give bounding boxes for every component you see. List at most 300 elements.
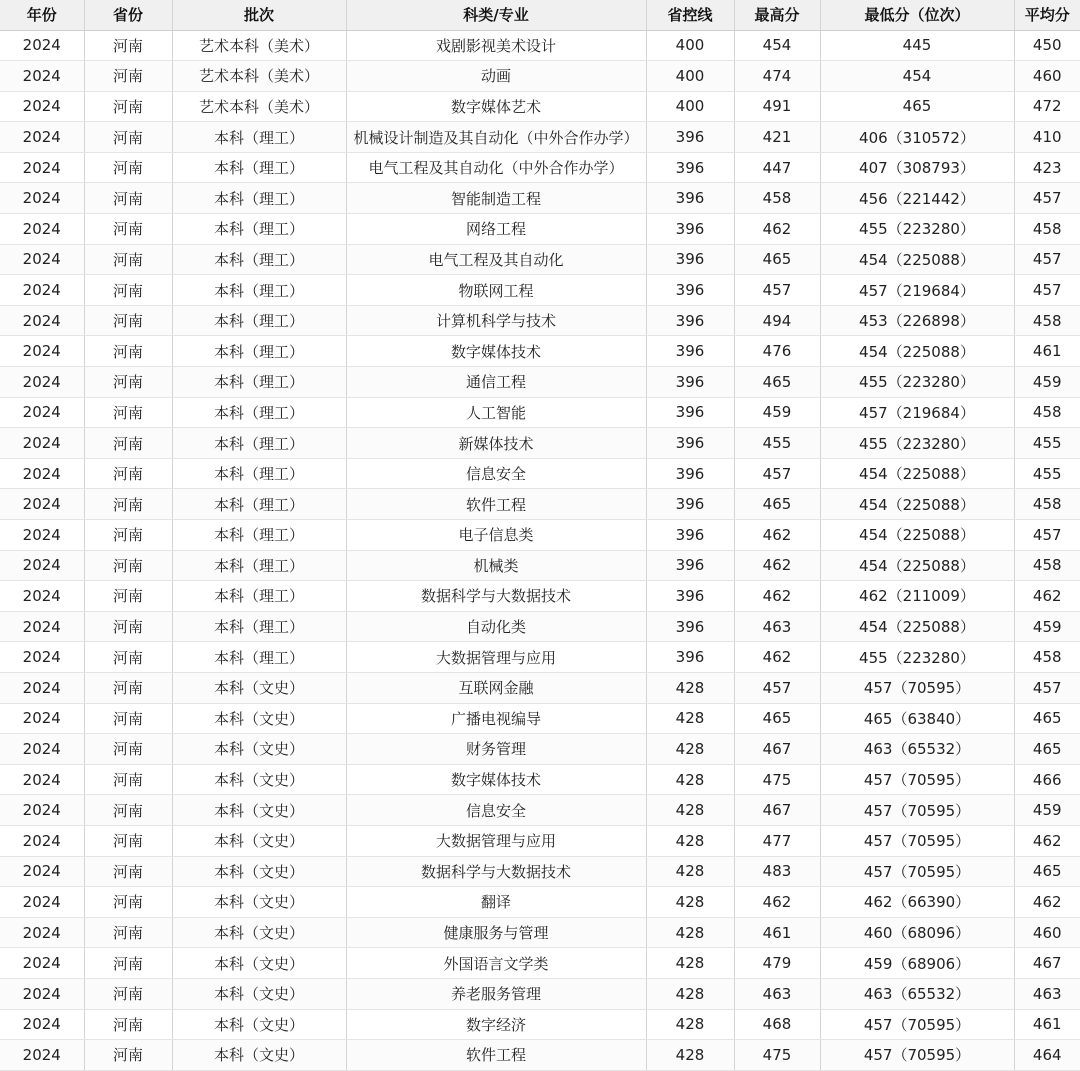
cell-year: 2024 — [0, 764, 84, 795]
cell-control-line: 428 — [646, 978, 734, 1009]
cell-control-line: 396 — [646, 611, 734, 642]
cell-major: 数字媒体技术 — [346, 336, 646, 367]
cell-province: 河南 — [84, 367, 172, 398]
cell-min-score-rank: 454（225088） — [820, 458, 1014, 489]
cell-avg-score: 462 — [1014, 581, 1080, 612]
cell-min-score-rank: 406（310572） — [820, 122, 1014, 153]
cell-province: 河南 — [84, 1040, 172, 1071]
cell-year: 2024 — [0, 978, 84, 1009]
cell-batch: 本科（理工） — [172, 520, 346, 551]
cell-year: 2024 — [0, 1009, 84, 1040]
cell-max-score: 462 — [734, 581, 820, 612]
table-row — [0, 764, 1080, 795]
cell-batch: 本科（理工） — [172, 428, 346, 459]
table-row — [0, 795, 1080, 826]
cell-province: 河南 — [84, 642, 172, 673]
cell-province: 河南 — [84, 305, 172, 336]
cell-control-line: 428 — [646, 764, 734, 795]
cell-province: 河南 — [84, 734, 172, 765]
cell-province: 河南 — [84, 581, 172, 612]
cell-avg-score: 466 — [1014, 764, 1080, 795]
cell-control-line: 396 — [646, 642, 734, 673]
cell-batch: 本科（文史） — [172, 1009, 346, 1040]
cell-year: 2024 — [0, 795, 84, 826]
cell-control-line: 396 — [646, 397, 734, 428]
cell-max-score: 494 — [734, 305, 820, 336]
cell-min-score-rank: 459（68906） — [820, 948, 1014, 979]
cell-max-score: 457 — [734, 275, 820, 306]
cell-year: 2024 — [0, 397, 84, 428]
cell-max-score: 465 — [734, 489, 820, 520]
cell-year: 2024 — [0, 489, 84, 520]
cell-major: 新媒体技术 — [346, 428, 646, 459]
cell-batch: 本科（理工） — [172, 550, 346, 581]
header-major: 科类/专业 — [346, 0, 646, 30]
table-row — [0, 1040, 1080, 1071]
cell-control-line: 396 — [646, 305, 734, 336]
cell-max-score: 459 — [734, 397, 820, 428]
cell-year: 2024 — [0, 30, 84, 61]
table-row — [0, 122, 1080, 153]
cell-max-score: 463 — [734, 978, 820, 1009]
cell-province: 河南 — [84, 336, 172, 367]
cell-province: 河南 — [84, 672, 172, 703]
cell-avg-score: 465 — [1014, 856, 1080, 887]
cell-major: 健康服务与管理 — [346, 917, 646, 948]
cell-year: 2024 — [0, 183, 84, 214]
cell-major: 翻译 — [346, 887, 646, 918]
cell-control-line: 428 — [646, 887, 734, 918]
cell-batch: 艺术本科（美术） — [172, 91, 346, 122]
cell-min-score-rank: 465 — [820, 91, 1014, 122]
cell-max-score: 483 — [734, 856, 820, 887]
cell-min-score-rank: 457（219684） — [820, 275, 1014, 306]
table-row — [0, 520, 1080, 551]
cell-batch: 本科（理工） — [172, 336, 346, 367]
cell-max-score: 474 — [734, 61, 820, 92]
cell-control-line: 400 — [646, 91, 734, 122]
cell-batch: 本科（理工） — [172, 489, 346, 520]
cell-avg-score: 455 — [1014, 428, 1080, 459]
cell-min-score-rank: 454 — [820, 61, 1014, 92]
cell-major: 财务管理 — [346, 734, 646, 765]
cell-max-score: 475 — [734, 764, 820, 795]
header-row — [0, 0, 1080, 30]
table-row — [0, 642, 1080, 673]
table-row — [0, 152, 1080, 183]
cell-batch: 本科（文史） — [172, 703, 346, 734]
cell-avg-score: 458 — [1014, 642, 1080, 673]
cell-year: 2024 — [0, 458, 84, 489]
cell-control-line: 396 — [646, 458, 734, 489]
table-row — [0, 581, 1080, 612]
cell-avg-score: 450 — [1014, 30, 1080, 61]
cell-year: 2024 — [0, 825, 84, 856]
table-body — [0, 30, 1080, 1070]
cell-max-score: 454 — [734, 30, 820, 61]
cell-max-score: 462 — [734, 520, 820, 551]
cell-avg-score: 465 — [1014, 734, 1080, 765]
cell-year: 2024 — [0, 214, 84, 245]
cell-batch: 本科（理工） — [172, 214, 346, 245]
cell-avg-score: 459 — [1014, 611, 1080, 642]
cell-max-score: 465 — [734, 244, 820, 275]
cell-control-line: 396 — [646, 550, 734, 581]
cell-major: 数字媒体艺术 — [346, 91, 646, 122]
cell-min-score-rank: 463（65532） — [820, 734, 1014, 765]
cell-year: 2024 — [0, 948, 84, 979]
cell-control-line: 428 — [646, 734, 734, 765]
table-row — [0, 30, 1080, 61]
cell-province: 河南 — [84, 520, 172, 551]
cell-max-score: 461 — [734, 917, 820, 948]
cell-max-score: 457 — [734, 672, 820, 703]
cell-province: 河南 — [84, 978, 172, 1009]
table-row — [0, 1009, 1080, 1040]
cell-province: 河南 — [84, 489, 172, 520]
cell-min-score-rank: 453（226898） — [820, 305, 1014, 336]
cell-major: 智能制造工程 — [346, 183, 646, 214]
cell-max-score: 475 — [734, 1040, 820, 1071]
cell-batch: 本科（理工） — [172, 305, 346, 336]
cell-province: 河南 — [84, 825, 172, 856]
table-header — [0, 0, 1080, 30]
cell-year: 2024 — [0, 672, 84, 703]
cell-province: 河南 — [84, 152, 172, 183]
table-row — [0, 275, 1080, 306]
cell-max-score: 479 — [734, 948, 820, 979]
cell-province: 河南 — [84, 764, 172, 795]
table-row — [0, 91, 1080, 122]
cell-major: 通信工程 — [346, 367, 646, 398]
table-row — [0, 244, 1080, 275]
cell-major: 物联网工程 — [346, 275, 646, 306]
cell-avg-score: 463 — [1014, 978, 1080, 1009]
cell-max-score: 457 — [734, 458, 820, 489]
cell-province: 河南 — [84, 1009, 172, 1040]
cell-major: 自动化类 — [346, 611, 646, 642]
cell-batch: 本科（理工） — [172, 367, 346, 398]
cell-batch: 本科（文史） — [172, 856, 346, 887]
cell-control-line: 396 — [646, 244, 734, 275]
cell-major: 数字媒体技术 — [346, 764, 646, 795]
cell-avg-score: 460 — [1014, 61, 1080, 92]
cell-major: 人工智能 — [346, 397, 646, 428]
cell-year: 2024 — [0, 336, 84, 367]
cell-control-line: 428 — [646, 917, 734, 948]
table-row — [0, 61, 1080, 92]
cell-min-score-rank: 457（70595） — [820, 764, 1014, 795]
table-row — [0, 672, 1080, 703]
cell-control-line: 396 — [646, 122, 734, 153]
cell-avg-score: 458 — [1014, 214, 1080, 245]
cell-avg-score: 458 — [1014, 305, 1080, 336]
cell-min-score-rank: 455（223280） — [820, 214, 1014, 245]
table-row — [0, 336, 1080, 367]
cell-province: 河南 — [84, 428, 172, 459]
cell-major: 电子信息类 — [346, 520, 646, 551]
table-row — [0, 489, 1080, 520]
cell-control-line: 400 — [646, 30, 734, 61]
cell-province: 河南 — [84, 91, 172, 122]
cell-avg-score: 467 — [1014, 948, 1080, 979]
cell-year: 2024 — [0, 1040, 84, 1071]
cell-min-score-rank: 463（65532） — [820, 978, 1014, 1009]
cell-major: 数字经济 — [346, 1009, 646, 1040]
cell-province: 河南 — [84, 795, 172, 826]
cell-province: 河南 — [84, 917, 172, 948]
cell-province: 河南 — [84, 61, 172, 92]
cell-avg-score: 460 — [1014, 917, 1080, 948]
cell-batch: 本科（文史） — [172, 734, 346, 765]
cell-avg-score: 462 — [1014, 887, 1080, 918]
cell-batch: 本科（文史） — [172, 672, 346, 703]
cell-major: 计算机科学与技术 — [346, 305, 646, 336]
cell-min-score-rank: 457（219684） — [820, 397, 1014, 428]
cell-batch: 艺术本科（美术） — [172, 30, 346, 61]
cell-avg-score: 459 — [1014, 795, 1080, 826]
cell-major: 信息安全 — [346, 458, 646, 489]
cell-year: 2024 — [0, 520, 84, 551]
cell-max-score: 447 — [734, 152, 820, 183]
cell-min-score-rank: 457（70595） — [820, 856, 1014, 887]
cell-control-line: 428 — [646, 825, 734, 856]
cell-avg-score: 465 — [1014, 703, 1080, 734]
cell-avg-score: 458 — [1014, 397, 1080, 428]
cell-max-score: 491 — [734, 91, 820, 122]
cell-control-line: 428 — [646, 672, 734, 703]
cell-min-score-rank: 456（221442） — [820, 183, 1014, 214]
cell-year: 2024 — [0, 642, 84, 673]
cell-avg-score: 458 — [1014, 550, 1080, 581]
cell-min-score-rank: 457（70595） — [820, 1040, 1014, 1071]
cell-control-line: 428 — [646, 948, 734, 979]
header-avg-score: 平均分 — [1014, 0, 1080, 30]
cell-avg-score: 472 — [1014, 91, 1080, 122]
cell-min-score-rank: 457（70595） — [820, 825, 1014, 856]
cell-year: 2024 — [0, 152, 84, 183]
table-row — [0, 458, 1080, 489]
cell-min-score-rank: 454（225088） — [820, 611, 1014, 642]
cell-control-line: 428 — [646, 795, 734, 826]
cell-province: 河南 — [84, 183, 172, 214]
cell-major: 电气工程及其自动化（中外合作办学） — [346, 152, 646, 183]
cell-major: 数据科学与大数据技术 — [346, 856, 646, 887]
cell-major: 机械类 — [346, 550, 646, 581]
cell-avg-score: 462 — [1014, 825, 1080, 856]
cell-control-line: 428 — [646, 1009, 734, 1040]
cell-control-line: 396 — [646, 183, 734, 214]
cell-control-line: 396 — [646, 489, 734, 520]
cell-max-score: 458 — [734, 183, 820, 214]
cell-year: 2024 — [0, 611, 84, 642]
cell-province: 河南 — [84, 458, 172, 489]
cell-province: 河南 — [84, 275, 172, 306]
cell-avg-score: 455 — [1014, 458, 1080, 489]
cell-min-score-rank: 457（70595） — [820, 1009, 1014, 1040]
cell-year: 2024 — [0, 275, 84, 306]
cell-avg-score: 461 — [1014, 336, 1080, 367]
cell-max-score: 467 — [734, 734, 820, 765]
cell-province: 河南 — [84, 948, 172, 979]
cell-min-score-rank: 455（223280） — [820, 428, 1014, 459]
cell-major: 外国语言文学类 — [346, 948, 646, 979]
cell-min-score-rank: 455（223280） — [820, 367, 1014, 398]
header-batch: 批次 — [172, 0, 346, 30]
cell-year: 2024 — [0, 367, 84, 398]
cell-batch: 本科（理工） — [172, 642, 346, 673]
table-row — [0, 978, 1080, 1009]
cell-province: 河南 — [84, 887, 172, 918]
cell-control-line: 396 — [646, 520, 734, 551]
cell-batch: 本科（文史） — [172, 825, 346, 856]
cell-max-score: 468 — [734, 1009, 820, 1040]
cell-avg-score: 457 — [1014, 672, 1080, 703]
cell-major: 动画 — [346, 61, 646, 92]
cell-min-score-rank: 454（225088） — [820, 520, 1014, 551]
cell-max-score: 455 — [734, 428, 820, 459]
table-row — [0, 611, 1080, 642]
table-row — [0, 397, 1080, 428]
cell-year: 2024 — [0, 887, 84, 918]
cell-year: 2024 — [0, 91, 84, 122]
cell-max-score: 465 — [734, 367, 820, 398]
cell-control-line: 396 — [646, 214, 734, 245]
table-row — [0, 948, 1080, 979]
cell-year: 2024 — [0, 244, 84, 275]
cell-control-line: 428 — [646, 856, 734, 887]
cell-major: 大数据管理与应用 — [346, 642, 646, 673]
cell-year: 2024 — [0, 856, 84, 887]
cell-batch: 本科（文史） — [172, 948, 346, 979]
cell-year: 2024 — [0, 917, 84, 948]
cell-min-score-rank: 454（225088） — [820, 244, 1014, 275]
cell-min-score-rank: 460（68096） — [820, 917, 1014, 948]
table-row — [0, 703, 1080, 734]
cell-batch: 本科（文史） — [172, 764, 346, 795]
cell-avg-score: 457 — [1014, 183, 1080, 214]
header-min-score-rank: 最低分（位次） — [820, 0, 1014, 30]
cell-year: 2024 — [0, 550, 84, 581]
table-row — [0, 856, 1080, 887]
table-row — [0, 428, 1080, 459]
cell-major: 机械设计制造及其自动化（中外合作办学） — [346, 122, 646, 153]
cell-province: 河南 — [84, 397, 172, 428]
cell-batch: 本科（理工） — [172, 152, 346, 183]
cell-year: 2024 — [0, 122, 84, 153]
cell-province: 河南 — [84, 244, 172, 275]
cell-max-score: 465 — [734, 703, 820, 734]
cell-major: 大数据管理与应用 — [346, 825, 646, 856]
cell-min-score-rank: 455（223280） — [820, 642, 1014, 673]
cell-year: 2024 — [0, 734, 84, 765]
header-province: 省份 — [84, 0, 172, 30]
cell-min-score-rank: 445 — [820, 30, 1014, 61]
cell-min-score-rank: 454（225088） — [820, 550, 1014, 581]
cell-batch: 本科（文史） — [172, 1040, 346, 1071]
cell-batch: 本科（理工） — [172, 244, 346, 275]
table-row — [0, 887, 1080, 918]
cell-max-score: 467 — [734, 795, 820, 826]
header-year: 年份 — [0, 0, 84, 30]
cell-control-line: 396 — [646, 428, 734, 459]
cell-min-score-rank: 454（225088） — [820, 336, 1014, 367]
cell-avg-score: 461 — [1014, 1009, 1080, 1040]
table-row — [0, 734, 1080, 765]
cell-major: 数据科学与大数据技术 — [346, 581, 646, 612]
cell-min-score-rank: 454（225088） — [820, 489, 1014, 520]
cell-year: 2024 — [0, 703, 84, 734]
cell-max-score: 476 — [734, 336, 820, 367]
cell-province: 河南 — [84, 550, 172, 581]
cell-avg-score: 464 — [1014, 1040, 1080, 1071]
cell-batch: 本科（文史） — [172, 917, 346, 948]
cell-batch: 本科（理工） — [172, 183, 346, 214]
cell-control-line: 396 — [646, 336, 734, 367]
cell-batch: 本科（理工） — [172, 275, 346, 306]
table-row — [0, 917, 1080, 948]
cell-avg-score: 457 — [1014, 244, 1080, 275]
cell-batch: 本科（理工） — [172, 458, 346, 489]
cell-batch: 艺术本科（美术） — [172, 61, 346, 92]
cell-province: 河南 — [84, 856, 172, 887]
table-row — [0, 183, 1080, 214]
table-row — [0, 550, 1080, 581]
cell-batch: 本科（理工） — [172, 397, 346, 428]
cell-control-line: 396 — [646, 581, 734, 612]
cell-major: 软件工程 — [346, 489, 646, 520]
cell-avg-score: 457 — [1014, 520, 1080, 551]
header-max-score: 最高分 — [734, 0, 820, 30]
cell-control-line: 396 — [646, 367, 734, 398]
cell-min-score-rank: 462（66390） — [820, 887, 1014, 918]
cell-min-score-rank: 407（308793） — [820, 152, 1014, 183]
cell-control-line: 428 — [646, 1040, 734, 1071]
cell-min-score-rank: 457（70595） — [820, 672, 1014, 703]
cell-control-line: 400 — [646, 61, 734, 92]
cell-year: 2024 — [0, 61, 84, 92]
cell-province: 河南 — [84, 703, 172, 734]
cell-batch: 本科（文史） — [172, 887, 346, 918]
cell-control-line: 428 — [646, 703, 734, 734]
cell-major: 广播电视编导 — [346, 703, 646, 734]
cell-batch: 本科（文史） — [172, 795, 346, 826]
cell-max-score: 462 — [734, 550, 820, 581]
cell-year: 2024 — [0, 428, 84, 459]
cell-avg-score: 458 — [1014, 489, 1080, 520]
cell-avg-score: 410 — [1014, 122, 1080, 153]
cell-major: 电气工程及其自动化 — [346, 244, 646, 275]
cell-max-score: 462 — [734, 214, 820, 245]
cell-major: 信息安全 — [346, 795, 646, 826]
cell-batch: 本科（理工） — [172, 611, 346, 642]
cell-province: 河南 — [84, 611, 172, 642]
cell-avg-score: 423 — [1014, 152, 1080, 183]
table-row — [0, 305, 1080, 336]
cell-max-score: 477 — [734, 825, 820, 856]
cell-province: 河南 — [84, 214, 172, 245]
cell-control-line: 396 — [646, 152, 734, 183]
cell-major: 互联网金融 — [346, 672, 646, 703]
cell-major: 网络工程 — [346, 214, 646, 245]
cell-province: 河南 — [84, 30, 172, 61]
cell-province: 河南 — [84, 122, 172, 153]
cell-batch: 本科（理工） — [172, 122, 346, 153]
table-row — [0, 367, 1080, 398]
cell-year: 2024 — [0, 581, 84, 612]
cell-min-score-rank: 465（63840） — [820, 703, 1014, 734]
cell-avg-score: 457 — [1014, 275, 1080, 306]
